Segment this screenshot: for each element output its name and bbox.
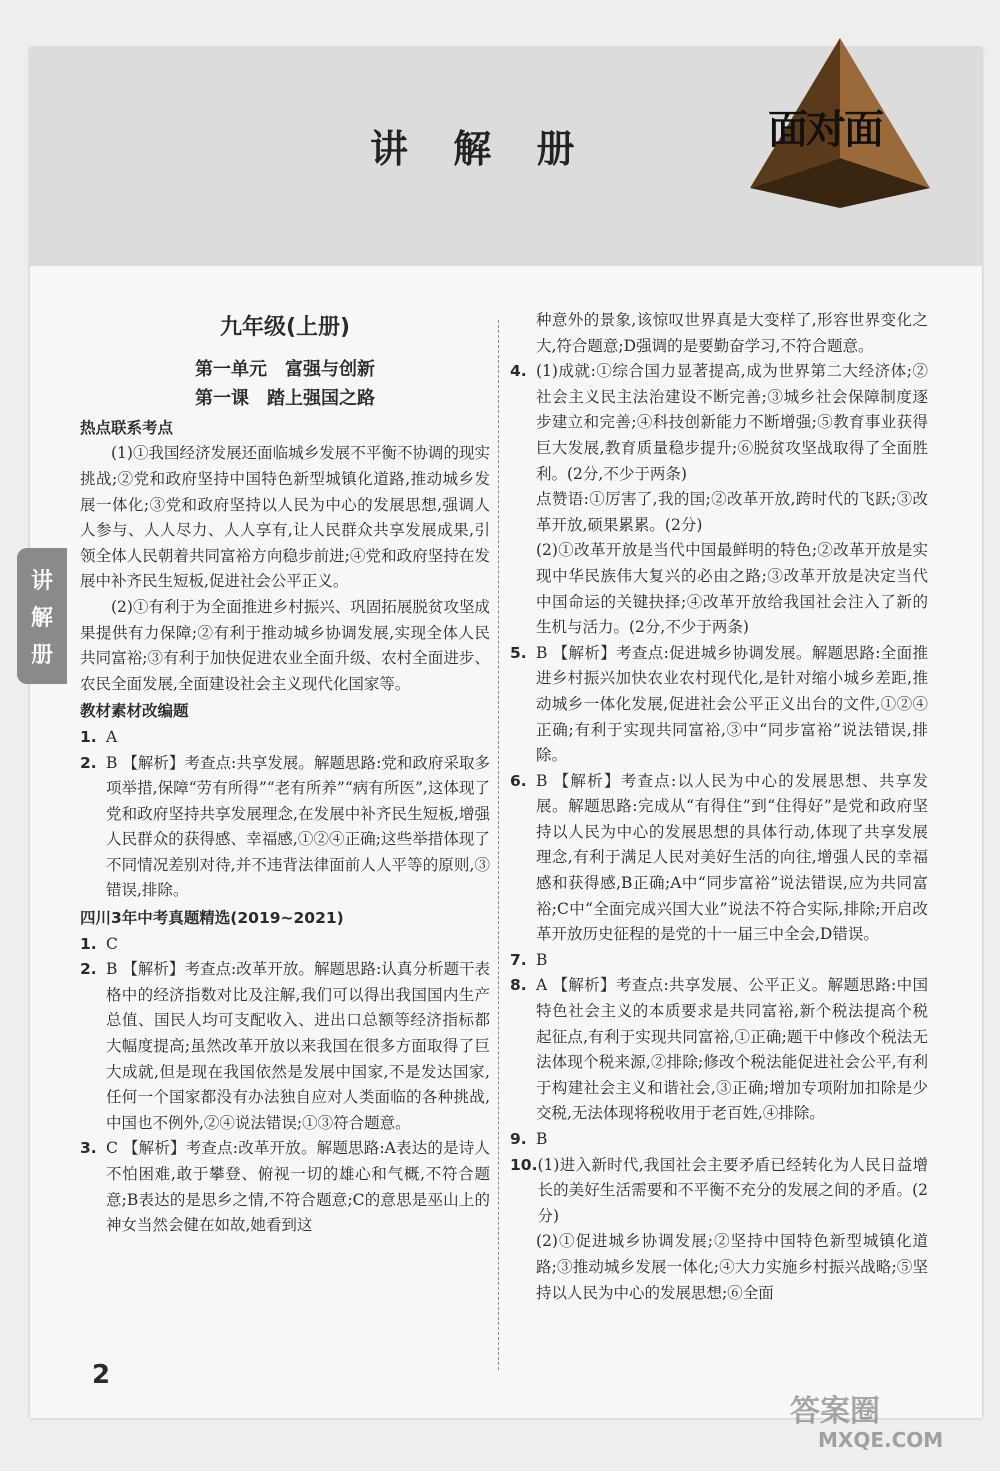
item-number: 6. [510,771,527,790]
item-number: 1. [80,934,97,953]
unit-heading: 第一单元 富强与创新 [195,358,375,380]
section-title: 四川3年中考真题精选(2019~2021) [80,909,344,928]
answer-item [510,359,928,487]
answer-item [510,1127,928,1153]
item-text: B 【解析】考查点:改革开放。解题思路:认真分析题干表格中的经济指数对比及注解,我们可以得出我国国内生产总值、国民人均可支配收入、进出口总额等经济指标都大幅度提高;虽然改革开放以来我国在很多方面取得了巨大成就,但是现在我国依然是发展中国家,不是发达国家,任何一个国家都没有办法独自应对人类面临的各种挑战,中国也不例外,②④说法错误;①③符合题意。 [106,960,490,1132]
item-text: 点赞语:①厉害了,我的国;②改革开放,跨时代的飞跃;③改革开放,硕果累累。(2分) [536,490,928,534]
item-number: 7. [510,950,527,969]
item-number: 5. [510,643,527,662]
item-text: (2)①促进城乡协调发展;②坚持中国特色新型城镇化道路;③推动城乡发展一体化;④大力实施乡村振兴战略;⑤坚持以人民为中心的发展思想;⑥全面 [536,1232,928,1302]
watermark-url: MXQE.COM [818,1428,944,1452]
side-tab-char: 解 [30,605,53,631]
item-text: A 【解析】考查点:共享发展、公平正义。解题思路:中国特色社会主义的本质要求是共同富裕,新个税法提高个税起征点,有利于实现共同富裕,①正确;题干中修改个税法无法体现个税来源,②排除;修改个税法能促进社会公平,有利于构建社会主义和谐社会,③正确;增加专项附加扣除是少交税,无法体现将税收用于老百姓,④排除。 [536,976,928,1123]
answer-item [510,1153,928,1230]
page-number: 2 [92,1360,111,1390]
answer-item [510,973,928,1127]
item-number: 4. [510,362,527,381]
column-divider [498,320,499,1370]
logo-text: 面对面 [768,107,882,153]
item-text: B 【解析】考查点:以人民为中心的发展思想、共享发展。解题思路:完成从“有得住”到“住得好”是党和政府坚持以人民为中心的发展思想的具体行动,体现了共享发展理念,有利于满足人民对美好生活的向往,增强人民的幸福感和获得感,B正确;A中“同步富裕”说法错误,应为共同富裕;C中“全面完成兴国大业”说法不符合实际,排除;开启改革开放历史征程的是党的十一届三中全会,D错误。 [536,771,928,944]
item-number: 1. [80,727,97,746]
answer-item [510,769,928,948]
section-title: 教材素材改编题 [80,702,189,721]
item-number: 9. [510,1130,527,1148]
side-tab-char: 册 [30,642,53,668]
item-text: C 【解析】考查点:改革开放。解题思路:A表达的是诗人不怕困难,敢于攀登、俯视一切的雄心和气概,不符合题意;B表达的是思乡之情,不符合题意;C的意思是巫山上的神女当然会健在如故,她看到这 [106,1139,490,1235]
answer-item [510,948,928,974]
side-tab-char: 讲 [30,568,53,594]
answer-paragraph: (2)①有利于为全面推进乡村振兴、巩固拓展脱贫攻坚成果提供有力保障;②有利于推动城乡协调发展,实现全体人民共同富裕;③有利于加快促进农业全面升级、农村全面进步、农民全面发展,全面建设社会主义现代化国家等。 [80,597,490,693]
item-text: (1)进入新时代,我国社会主要矛盾已经转化为人民日益增长的美好生活需要和不平衡不充分的发展之间的矛盾。(2分) [537,1155,928,1225]
left-column [80,265,490,1239]
item-text: B [536,1130,548,1148]
answer-item [80,957,490,1136]
item-text: B 【解析】考查点:促进城乡协调发展。解题思路:全面推进乡村振兴加快农业农村现代化,是针对缩小城乡差距,推动城乡一体化发展,促进社会公平正义出台的文件,①②④正确;有利于实现共同富裕,③中“同步富裕”说法错误,排除。 [536,643,928,765]
item-number: 8. [510,976,527,995]
lesson-heading: 第一课 踏上强国之路 [195,388,375,410]
item-text: A [106,727,118,746]
grade-heading: 九年级(上册) [219,315,351,340]
item-text: C [106,934,118,953]
item-number: 2. [80,960,97,979]
item-number: 3. [80,1139,97,1158]
answer-item [510,641,928,769]
right-column [510,308,928,1306]
item-text: (2)①改革开放是当代中国最鲜明的特色;②改革开放是实现中华民族伟大复兴的必由之路;③改革开放是决定当代中国命运的关键抉择;④改革开放给我国社会注入了新的生机与活力。(2分,不少于两条) [536,541,928,637]
item-text: (1)成就:①综合国力显著提高,成为世界第二大经济体;②社会主义民主法治建设不断完善;③城乡社会保障制度逐步建立和完善;④科技创新能力不断增强;⑤教育事业获得巨大发展,教育质量稳步提升;⑥脱贫攻坚战取得了全面胜利。(2分,不少于两条) [536,362,928,483]
item-text: B 【解析】考查点:共享发展。解题思路:党和政府采取多项举措,保障“劳有所得”“老有所养”“病有所医”,这体现了党和政府坚持共享发展理念,在发展中补齐民生短板,增强人民群众的获得感、幸福感,①②④正确;这些举措体现了不同情况差别对待,并不违背法律面前人人平等的原则,③错误,排除。 [106,753,490,900]
answer-item [80,1136,490,1238]
answer-item [80,725,490,751]
item-number: 10. [510,1155,538,1174]
watermark: 答案圈 [790,1394,880,1429]
answer-paragraph: (1)①我国经济发展还面临城乡发展不平衡不协调的现实挑战;②党和政府坚持中国特色新型城镇化道路,推动城乡发展一体化;③党和政府坚持以人民为中心的发展思想,强调人人参与、人人尽力、人人享有,让人民群众共享发展成果,引领全体人民朝着共同富裕方向稳步前进;④党和政府坚持在发展中补齐民生短板,促进社会公平正义。 [80,444,490,591]
item-number: 2. [80,753,97,772]
item-text: B [536,950,548,969]
side-tab [17,548,67,684]
answer-item [80,932,490,958]
answer-item [80,751,490,905]
section-title: 热点联系考点 [80,418,174,437]
continued-text: 种意外的景象,该惊叹世界真是大变样了,形容世界变化之大,符合题意;D强调的是要勤奋学习,不符合题意。 [536,311,928,355]
page-title: 讲 解 册 [370,127,591,171]
